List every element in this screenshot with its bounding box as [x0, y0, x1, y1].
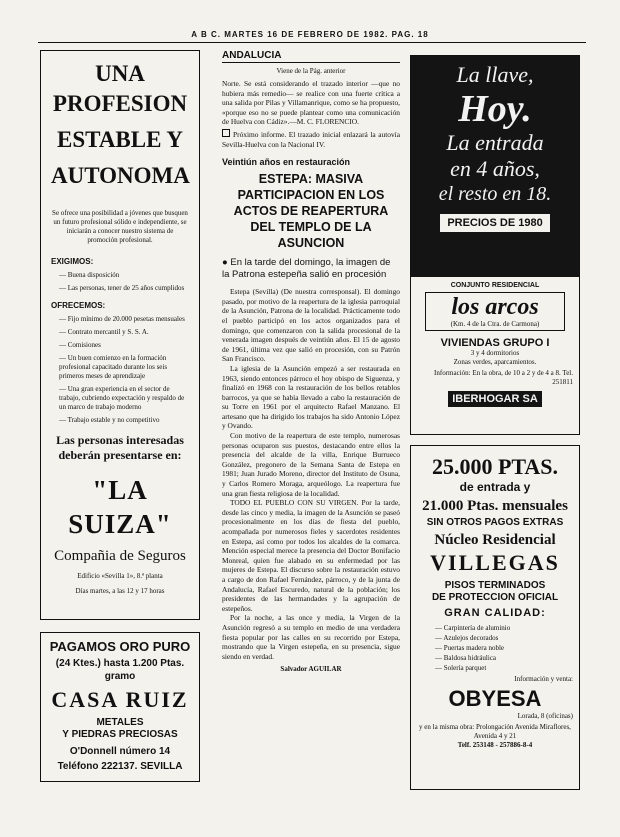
list-item: — Puertas madera noble [435, 644, 505, 652]
article-paragraph: Estepa (Sevilla) (De nuestra corresponsal). El domingo pasado, por motivo de la reapertura de la iglesia parroquial de la Asunción, Patrona de la localidad. Prácticamente todo el pueblo participó en los actos organizados para el domingo, que comenzaron con la salida procesional de la venerada imagen después de veintiún años. El 15 de agosto de 1961, última vez que salió en procesión, con su Patrón San Francisco. [222, 287, 400, 364]
ad-title-3: AUTONOMA [51, 163, 190, 188]
villegas-l2: 21.000 Ptas. mensuales [422, 498, 568, 514]
price-box: PRECIOS DE 1980 [440, 214, 549, 232]
list-item: — Una gran experiencia en el sector de trabajo, cubriendo expectación y respaldo de un marco de trabajo moderno [59, 385, 185, 411]
ad-intro: Se ofrece una posibilidad a jóvenes que busquen un futuro profesional sólido e independiente, se iniciarán a conocer nuestro sistema de promoción profesional. [52, 209, 188, 244]
list-item: — Carpintería de aluminio [435, 624, 511, 632]
section-label: ANDALUCIA [222, 50, 400, 63]
obyesa-logo: OBYESA [448, 686, 542, 711]
logo-location: (Km. 4 de la Ctra. de Carmona) [450, 320, 540, 328]
article-column [222, 50, 400, 810]
list-item: — Buena disposición [59, 271, 120, 279]
gold-brand: CASA RUIZ [51, 687, 189, 712]
casa-ruiz-ad [40, 632, 200, 782]
los-arcos-ad [410, 55, 580, 435]
continued-box [222, 129, 400, 149]
specs-1: 3 y 4 dormitorios [470, 349, 520, 357]
article-paragraph: Por la noche, a las once y media, la Virgen de la Asunción regresó a su templo en medio de una verdadera fiesta popular por las calles en su recorrido por Estepa, mostrando que la Virgen estepeña, en su presencia, sigue siendo en verdad. [222, 613, 400, 661]
features-list [435, 624, 573, 673]
article-byline: Salvador AGUILAR [280, 665, 342, 674]
list-item: — Comisiones [59, 341, 101, 349]
gold-metals: METALES [96, 717, 144, 728]
info-text: Información: En la obra, de 10 a 2 y de 4 a 8. Tel. 251811 [434, 369, 573, 386]
ofrecemos-label: OFRECEMOS: [51, 301, 106, 310]
conjunto-label: CONJUNTO RESIDENCIAL [450, 282, 540, 289]
villegas-extra: y en la misma obra: Prolongación Avenida Miraflores, Avenida 4 y 21 [419, 723, 571, 740]
villegas-l6: PISOS TERMINADOS [444, 580, 546, 591]
company-address: Edificio «Sevilla 1», 8.ª planta [77, 572, 163, 580]
brand-la-suiza: "LA SUIZA" [68, 475, 172, 539]
page-header: A B C. MARTES 16 DE FEBRERO DE 1982. PAG. 18 [191, 30, 429, 39]
header-rule [38, 42, 586, 43]
ad-title-1: UNA PROFESION [52, 61, 188, 116]
continued-note: Viene de la Pág. anterior [276, 67, 346, 75]
logo-text: los arcos [451, 294, 539, 320]
villegas-tel: Telf. 253148 - 257886-8-4 [457, 741, 533, 749]
hoy-line-3: La entrada [446, 130, 544, 155]
builder-logo: IBERHOGAR SA [448, 391, 542, 407]
company-name: Compañia de Seguros [54, 548, 186, 564]
article-headline: ESTEPA: MASIVA PARTICIPACION EN LOS ACTOS DE REAPERTURA DEL TEMPLO DE LA ASUNCION [233, 172, 389, 251]
viviendas-label: VIVIENDAS GRUPO I [440, 337, 550, 349]
ad-call: Las personas interesadas deberán presentarse en: [56, 433, 184, 462]
exigimos-list [59, 271, 189, 293]
villegas-l3: SIN OTROS PAGOS EXTRAS [426, 517, 564, 528]
hoy-line-2: Hoy. [458, 88, 532, 130]
article-paragraph: La iglesia de la Asunción empezó a ser restaurada en 1963, siendo entonces párroco el hoy obispo de Siguenza, y finalizó en 1968 con la restauración de los bellos retablos barrocos, ya que se había llevado a cabo la restauración de su Torre en 1961 por el arquitecto Rafael Manzano. El artesano que ha dirigido los trabajos ha sido Antonio López y Ovando. [222, 363, 400, 431]
list-item: — Baldosa hidráulica [435, 654, 497, 662]
villegas-ad [410, 445, 580, 790]
gold-phone: Teléfono 222137. SEVILLA [57, 761, 183, 772]
list-item: — Contrato mercantil y S. S. A. [59, 328, 149, 336]
villegas-l4: Núcleo Residencial [434, 532, 556, 548]
villegas-l7: DE PROTECCION OFICIAL [431, 592, 559, 603]
specs-2: Zonas verdes, aparcamientos. [453, 358, 537, 366]
villegas-info-label: Información y venta: [514, 675, 573, 683]
hoy-line-5: el resto en 18. [438, 183, 552, 205]
los-arcos-logo [425, 292, 565, 331]
continued-body: Norte. Se está considerando el trazado interior —que no hubiera más remedio— se realice con una fuerte crítica a una salida por Pilas y Villamanrique, como se ha propuesto, «porque eso no se puede plantear como una comunicación de Huelva con Cádiz».—M. C. FLORENCIO. [222, 79, 400, 127]
gold-unit: gramo [104, 671, 136, 682]
article-paragraph: Con motivo de la reapertura de este templo, numerosas personas ocuparon sus puestos, destacando entre ellos la presencia del alcalde de la villa, Enrique Burrueco González, pregonero de la Semana Santa de Estepa en 1981; Juan Jurado Moreno, director del Instituto de Osuna, y Carlos Romero Moraga, arqueólogo. La reapertura fue una gran fiesta religiosa de la localidad. [222, 431, 400, 498]
checkbox-icon [222, 129, 230, 137]
list-item: — Las personas, tener de 25 años cumplidos [59, 284, 185, 292]
los-arcos-block [411, 277, 579, 407]
villegas-price: 25.000 PTAS. [431, 454, 559, 479]
continued-box-text: Próximo informe. El trazado inicial enlazará la autovía Sevilla-Huelva con la Nacional IV. [222, 129, 400, 149]
ad-title-2: ESTABLE Y [57, 127, 183, 152]
list-item: — Fijo mínimo de 20.000 pesetas mensuales [59, 315, 185, 323]
gold-price: (24 Ktes.) hasta 1.200 Ptas. [55, 658, 185, 669]
list-item: — Trabajo estable y no competitivo [59, 416, 160, 424]
article-subhead: ● En la tarde del domingo, la imagen de la Patrona estepeña salió en procesión [222, 257, 391, 281]
villegas-address: Lorada, 8 (oficinas) [517, 712, 573, 720]
ofrecemos-list [59, 315, 189, 425]
list-item: — Un buen comienzo en la formación profesional capacitado durante los seis primeros meses de aprendizaje [59, 354, 168, 380]
list-item: — Azulejos decorados [435, 634, 499, 642]
company-hours: Días martes, a las 12 y 17 horas [75, 587, 165, 595]
gold-address: O'Donnell número 14 [69, 746, 171, 757]
villegas-l8: GRAN CALIDAD: [444, 607, 546, 619]
gold-stones: Y PIEDRAS PRECIOSAS [62, 729, 178, 740]
villegas-l5: VILLEGAS [430, 550, 560, 575]
gold-headline: PAGAMOS ORO PURO [49, 639, 191, 654]
article-kicker: Veintiún años en restauración [222, 157, 351, 168]
list-item: — Solería parquet [435, 664, 487, 672]
hoy-line-4: en 4 años, [450, 156, 540, 181]
hoy-banner [411, 56, 579, 277]
villegas-l1: de entrada y [459, 480, 531, 494]
exigimos-label: EXIGIMOS: [51, 257, 94, 266]
hoy-line-1: La llave, [456, 62, 534, 87]
article-paragraph: TODO EL PUEBLO CON SU VIRGEN. Por la tarde, desde las cinco y media, la imagen de la Asunción se paseó procesionalmente en los días de fiesta del pueblo, acompañada por numerosos fieles y sacerdotes residentes en Estepa, así como por todos los alcaldes de la comarca. Mención especial merece la presencia del Doctor Bonifacio Monreal, quien fue alabado en su enfermedad por las mujeres de Estepa. El discurso sobre la restauración estuvo a cargo de don Rafael Fernández, párroco, y de la junta de Andalucía, Rafael Escuredo, natural de la población; los presidentes de las hermandades y la agrupación de estepeños. [222, 498, 400, 613]
la-suiza-ad [40, 50, 200, 620]
